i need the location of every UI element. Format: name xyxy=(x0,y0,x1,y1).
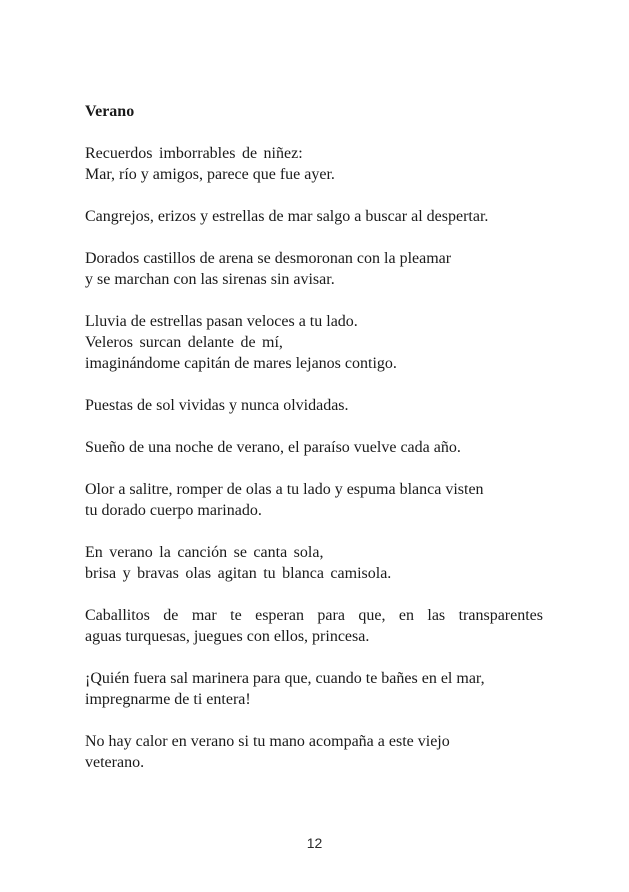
poem-stanzas xyxy=(85,143,543,773)
stanza xyxy=(85,143,543,185)
poem-line: Veleros surcan delante de mí, xyxy=(85,334,283,351)
poem-line: Olor a salitre, romper de olas a tu lado y espuma blanca visten xyxy=(85,481,484,498)
poem-line: Dorados castillos de arena se desmoronan con la pleamar xyxy=(85,250,452,267)
poem-line: Sueño de una noche de verano, el paraíso vuelve cada año. xyxy=(85,439,461,456)
stanza xyxy=(85,731,543,773)
poem-line: Recuerdos imborrables de niñez: xyxy=(85,145,303,162)
poem-line: imaginándome capitán de mares lejanos contigo. xyxy=(85,355,397,372)
poem-line: y se marchan con las sirenas sin avisar. xyxy=(85,271,335,288)
page-number: 12 xyxy=(306,835,323,851)
poem-line: Cangrejos, erizos y estrellas de mar salgo a buscar al despertar. xyxy=(85,208,489,225)
stanza xyxy=(85,311,543,374)
poem-line: En verano la canción se canta sola, xyxy=(85,544,324,561)
poem-line: Mar, río y amigos, parece que fue ayer. xyxy=(85,166,335,183)
poem-line: brisa y bravas olas agitan tu blanca camisola. xyxy=(85,565,392,582)
stanza xyxy=(85,395,543,416)
stanza xyxy=(85,668,543,710)
stanza xyxy=(85,479,543,521)
poem-line: veterano. xyxy=(85,754,145,771)
poem-text-block xyxy=(85,101,543,773)
stanza xyxy=(85,206,543,227)
poem-line: Puestas de sol vividas y nunca olvidadas. xyxy=(85,397,349,414)
poem-line: impregnarme de ti entera! xyxy=(85,691,251,708)
poem-title: Verano xyxy=(85,103,135,120)
stanza xyxy=(85,437,543,458)
stanza xyxy=(85,248,543,290)
stanza xyxy=(85,542,543,584)
poem-line: Lluvia de estrellas pasan veloces a tu lado. xyxy=(85,313,358,330)
poem-line: Caballitos de mar te esperan para que, en las transparentes xyxy=(85,607,543,624)
poem-line: ¡Quién fuera sal marinera para que, cuando te bañes en el mar, xyxy=(85,670,485,687)
poem-line: tu dorado cuerpo marinado. xyxy=(85,502,262,519)
poem-line: aguas turquesas, juegues con ellos, princesa. xyxy=(85,628,370,645)
stanza xyxy=(85,605,543,647)
poem-line: No hay calor en verano si tu mano acompaña a este viejo xyxy=(85,733,450,750)
